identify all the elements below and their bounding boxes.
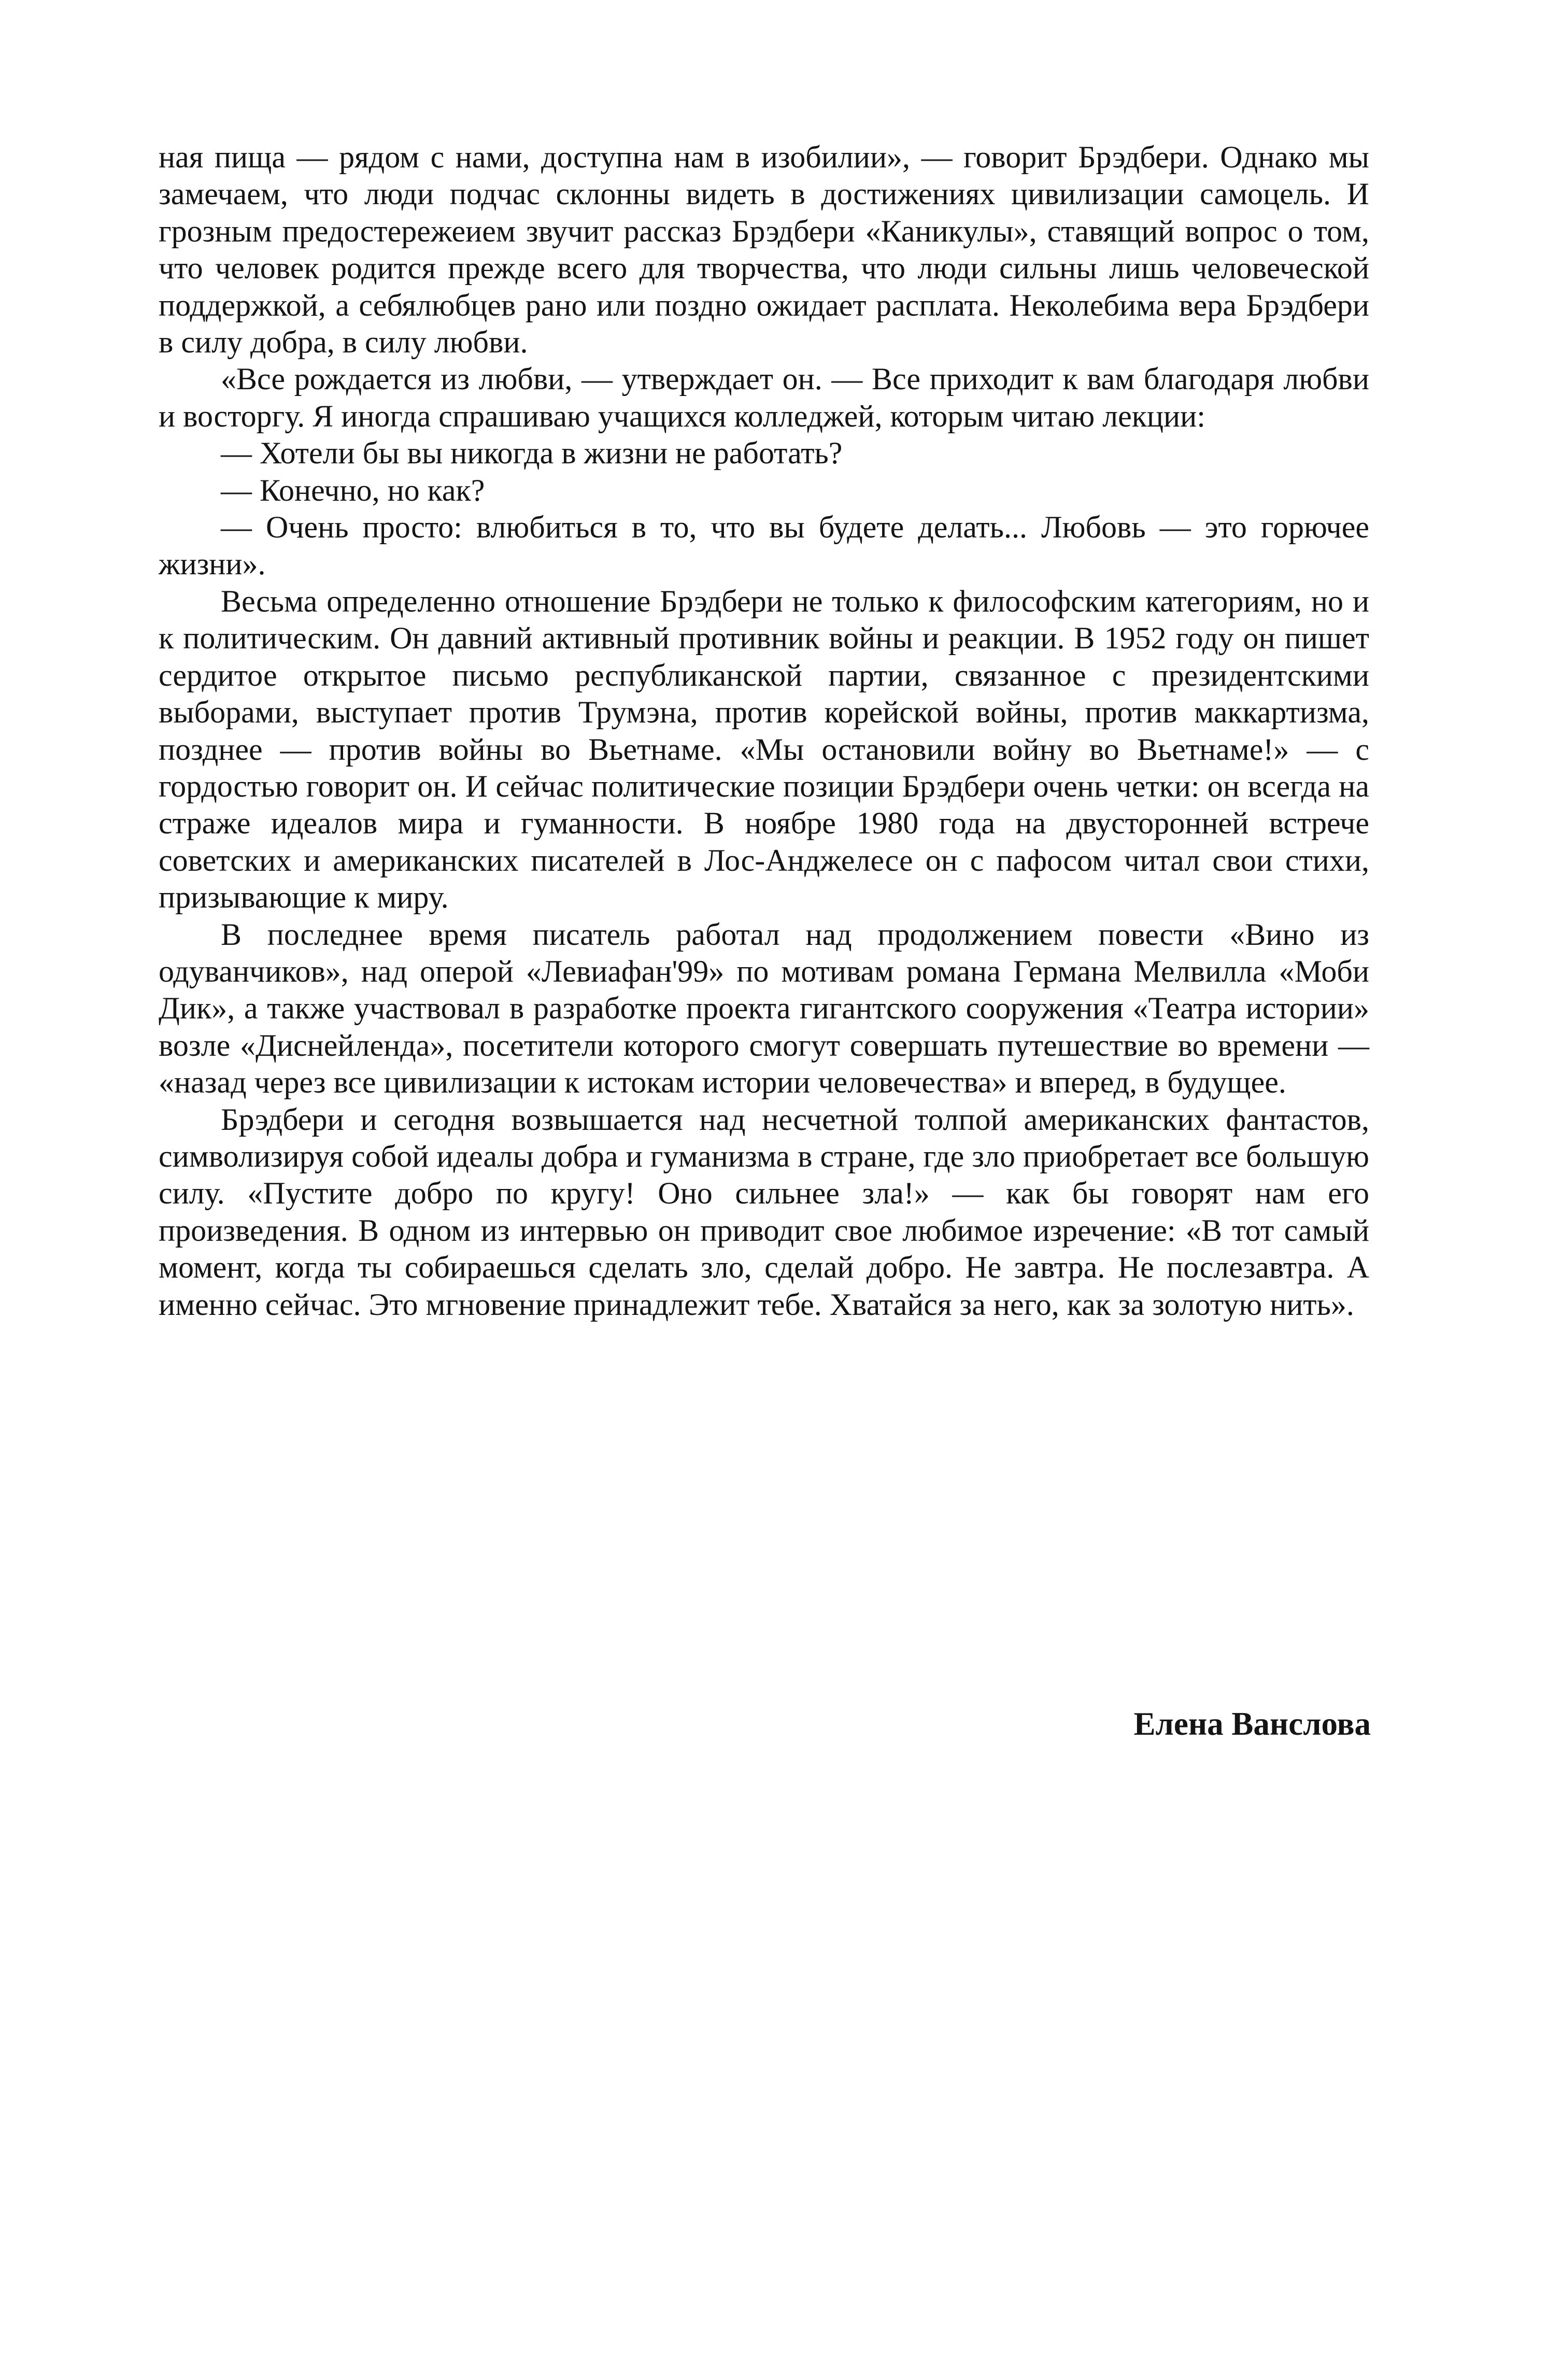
dialogue-line-question: — Хотели бы вы никогда в жизни не работать?: [221, 436, 843, 471]
paragraph-conclusion: Брэдбери и сегодня возвышается над несчетной толпой американских фантастов, символизируя собой идеалы добра и гуманизма в стране, где зло приобретает все большую силу. «Пустите добро по кругу! Оно сильнее зла!» — как бы говорят нам его произведения. В одном из интервью он приводит свое любимое изречение: «В тот самый момент, когда ты собираешься сделать зло, сделай добро. Не завтра. Не послезавтра. А именно сейчас. Это мгновение принадлежит тебе. Хватайся за него, как за золотую нить».: [159, 1102, 1369, 1322]
dialogue-line-answer: — Конечно, но как?: [221, 473, 485, 507]
paragraph-continuation: ная пища — рядом с нами, доступна нам в изобилии», — говорит Брэдбери. Однако мы замечаем, что люди подчас склонны видеть в достижениях цивилизации самоцель. И грозным предостережеием звучит рассказ Брэдбери «Каникулы», ставящий вопрос о том, что человек родится прежде всего для творчества, что люди сильны лишь человеческой поддержкой, а себялюбцев рано или поздно ожидает расплата. Неколебима вера Брэдбери в силу добра, в силу любви.: [159, 140, 1369, 360]
paragraph-quote-intro: «Все рождается из любви, — утверждает он. — Все приходит к вам благодаря любви и восторгу. Я иногда спрашиваю учащихся колледжей, которым читаю лекции:: [159, 362, 1369, 433]
author-signature: Елена Ванслова: [1133, 1706, 1371, 1742]
dialogue-line-reply: — Очень просто: влюбиться в то, что вы будете делать... Любовь — это горючее жизни».: [159, 510, 1369, 582]
paragraph-politics: Весьма определенно отношение Брэдбери не только к философским категориям, но и к политическим. Он давний активный противник войны и реакции. В 1952 году он пишет сердитое открытое письмо республиканской партии, связанное с президентскими выборами, выступает против Трумэна, против корейской войны, против маккартизма, позднее — против войны во Вьетнаме. «Мы остановили войну во Вьетнаме!» — с гордостью говорит он. И сейчас политические позиции Брэдбери очень четки: он всегда на страже идеалов мира и гуманности. В ноябре 1980 года на двусторонней встрече советских и американских писателей в Лос-Анджелесе он с пафосом читал свои стихи, призывающие к миру.: [159, 584, 1369, 915]
paragraph-recent-work: В последнее время писатель работал над продолжением повести «Вино из одуванчиков», над оперой «Левиафан'99» по мотивам романа Германа Мелвилла «Моби Дик», а также участвовал в разработке проекта гигантского сооружения «Театра истории» возле «Диснейленда», посетители которого смогут совершать путешествие во времени — «назад через все цивилизации к истокам истории человечества» и вперед, в будущее.: [159, 917, 1369, 1100]
article-body: [159, 139, 1369, 1323]
